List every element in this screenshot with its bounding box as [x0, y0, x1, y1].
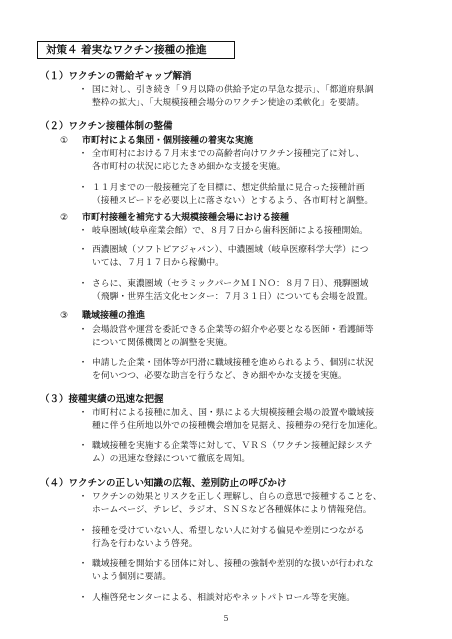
- bullet-line: （飛騨・世界生活文化センター：７月３１日）についても会場を設置。: [92, 292, 373, 302]
- bullet-line: 国に対し、引き続き「９月以降の供給予定の早急な提示」、「都道府県調: [92, 85, 374, 95]
- subsection-2-bullet-2: [78, 244, 369, 270]
- bullet-mark: ・: [78, 245, 88, 255]
- bullet-line: 各市町村の状況に応じたきめ細かな支援を実施。: [92, 162, 286, 172]
- bullet-mark: ・: [78, 526, 88, 536]
- bullet-line: 申請した企業・団体等が円滑に職域接種を進められるよう、個別に状況: [92, 358, 374, 368]
- bullet-line: 市町村による接種に加え、国・県による大規模接種会場の設置や職域接: [92, 408, 375, 418]
- subsection-1-bullet-1: [78, 148, 365, 174]
- bullet-mark: ・: [78, 593, 88, 603]
- bullet-mark: ・: [78, 183, 88, 193]
- bullet-mark: ・: [78, 226, 88, 236]
- page-title: 対策４ 着実なワクチン接種の推進: [37, 41, 235, 59]
- bullet-mark: ・: [78, 358, 88, 368]
- section-4-bullet-3: [78, 558, 374, 584]
- subsection-title: 職域接種の推進: [82, 311, 146, 321]
- bullet-line: を伺いつつ、必要な助言を行うなど、きめ細やかな支援を実施。: [92, 371, 347, 381]
- bullet-line: 西濃圏域（ソフトピアジャパン）、中濃圏域（岐阜医療科学大学）につ: [92, 245, 369, 255]
- bullet-line: 会場設営や運営を委託できる企業等の紹介や必要となる医師・看護師等: [92, 325, 374, 335]
- bullet-line: 職域接種を開始する団体に対し、接種の強制や差別的な扱いが行われな: [92, 559, 374, 569]
- section-1-bullet-1: [78, 84, 374, 110]
- bullet-line: 岐阜圏域(岐阜産業会館）で、８月７日から歯科医師による接種開始。: [92, 226, 368, 236]
- subsection-title: 市町村接種を補完する大規模接種会場における接種: [82, 213, 290, 223]
- bullet-mark: ・: [78, 279, 88, 289]
- subsection-1-heading: [60, 135, 253, 147]
- section-4-bullet-2: [78, 525, 365, 551]
- bullet-mark: ・: [78, 441, 88, 451]
- bullet-line: さらに、東濃圏域（セラミックパークＭＩＮＯ：８月７日）、飛騨圏域: [92, 279, 369, 289]
- section-3-heading: （３）接種実績の迅速な把握: [40, 394, 164, 405]
- page-number: 5: [223, 614, 229, 623]
- bullet-mark: ・: [78, 85, 88, 95]
- section-4-bullet-4: [78, 592, 356, 605]
- subsection-3-bullet-1: [78, 324, 374, 350]
- subsection-number: ③: [60, 311, 69, 321]
- section-4-bullet-1: [78, 491, 382, 517]
- bullet-mark: ・: [78, 559, 88, 569]
- bullet-mark: ・: [78, 325, 88, 335]
- bullet-line: 人権啓発センターによる、相談対応やネットパトロール等を実施。: [92, 593, 356, 603]
- bullet-line: １１月までの一般接種完了を目標に、想定供給量に見合った接種計画: [92, 183, 365, 193]
- subsection-title: 市町村による集団・個別接種の着実な実施: [82, 136, 254, 146]
- section-1-heading: （１）ワクチンの需給ギャップ解消: [40, 71, 192, 82]
- subsection-3-bullet-2: [78, 357, 374, 383]
- bullet-line: ワクチンの効果とリスクを正しく理解し、自らの意思で接種することを、: [92, 492, 382, 502]
- section-4-heading: （４）ワクチンの正しい知識の広報、差別防止の呼びかけ: [40, 478, 287, 489]
- bullet-line: いよう個別に要請。: [92, 572, 172, 582]
- subsection-3-heading: [60, 310, 145, 322]
- bullet-line: 職域接種を実施する企業等に対して、ＶＲＳ（ワクチン接種記録システ: [92, 441, 373, 451]
- bullet-mark: ・: [78, 149, 88, 159]
- subsection-2-heading: [60, 212, 289, 224]
- bullet-line: （接種スピードを必要以上に落さない）とするよう、各市町村と調整。: [92, 196, 374, 206]
- bullet-line: ホームページ、テレビ、ラジオ、ＳＮＳなど各種媒体により情報発信。: [92, 505, 372, 515]
- bullet-line: ム）の迅速な登録について徹底を周知。: [92, 454, 251, 464]
- section-3-bullet-1: [78, 407, 383, 433]
- bullet-mark: ・: [78, 408, 88, 418]
- subsection-2-bullet-1: [78, 225, 368, 238]
- section-3-bullet-2: [78, 440, 373, 466]
- bullet-line: 行為を行わないよう啓発。: [92, 539, 198, 549]
- bullet-line: 種に伴う住所地以外での接種機会増加を見据え、接種券の発行を加速化。: [92, 421, 383, 431]
- subsection-number: ②: [60, 213, 69, 223]
- subsection-number: ①: [60, 136, 69, 146]
- subsection-2-bullet-3: [78, 278, 373, 304]
- bullet-line: 全市町村における７月末までの高齢者向けワクチン接種完了に対し、: [92, 149, 365, 159]
- bullet-line: 整枠の拡大」、「大規模接種会場分のワクチン使途の柔軟化」を要請。: [92, 98, 365, 108]
- bullet-line: 接種を受けていない人、希望しない人に対する偏見や差別につながる: [92, 526, 365, 536]
- bullet-mark: ・: [78, 492, 88, 502]
- bullet-line: いては、７月１７日から稼働中。: [92, 258, 224, 268]
- section-2-heading: （２）ワクチン接種体制の整備: [40, 121, 173, 132]
- subsection-1-bullet-2: [78, 182, 374, 208]
- bullet-line: について関係機関との調整を実施。: [92, 338, 233, 348]
